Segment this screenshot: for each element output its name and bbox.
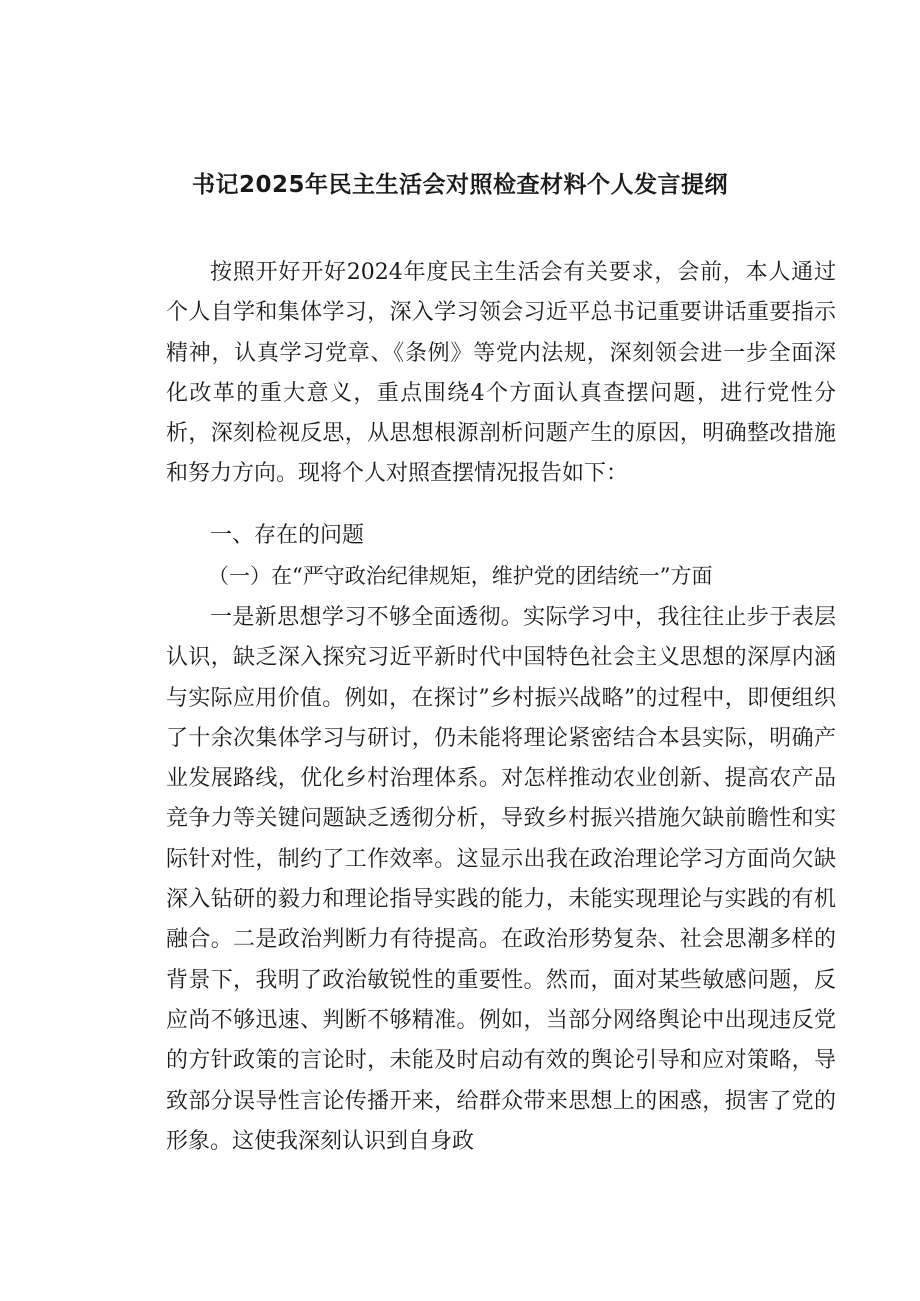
intro-paragraph: 按照开好开好2024年度民主生活会有关要求，会前，本人通过个人自学和集体学习，深入学习领会习近平总书记重要讲话重要指示精神，认真学习党章、《条例》等党内法规，深刻领会进一步全面深化改革的重大意义，重点围绕4个方面认真查摆问题，进行党性分析，深刻检视反思，从思想根源剖析问题产生的原因，明确整改措施和努力方向。现将个人对照查摆情况报告如下： bbox=[166, 260, 836, 487]
subsection-heading: （一）在“严守政治纪律规矩，维护党的团结统一”方面 bbox=[208, 564, 713, 588]
section-paragraph: 一是新思想学习不够全面透彻。实际学习中，我往往止步于表层认识，缺乏深入探究习近平新时代中国特色社会主义思想的深厚内涵与实际应用价值。例如，在探讨”乡村振兴战略”的过程中，即便组织了十余次集体学习与研讨，仍未能将理论紧密结合本县实际，明确产业发展路线，优化乡村治理体系。对怎样推动农业创新、提高农产品竞争力等关键问题缺乏透彻分析，导致乡村振兴措施欠缺前瞻性和实际针对性，制约了工作效率。这显示出我在政治理论学习方面尚欠缺深入钻研的毅力和理论指导实践的能力，未能实现理论与实践的有机融合。二是政治判断力有待提高。在政治形势复杂、社会思潮多样的背景下，我明了政治敏锐性的重要性。然而，面对某些敏感问题，反应尚不够迅速、判断不够精准。例如，当部分网络舆论中出现违反党的方针政策的言论时，未能及时启动有效的舆论引导和应对策略，导致部分误导性言论传播开来，给群众带来思想上的困惑，损害了党的形象。这使我深刻认识到自身政 bbox=[166, 605, 836, 1154]
document-title: 书记2025年民主生活会对照检查材料个人发言提纲 bbox=[191, 172, 728, 198]
section-heading: 一、存在的问题 bbox=[210, 523, 365, 548]
